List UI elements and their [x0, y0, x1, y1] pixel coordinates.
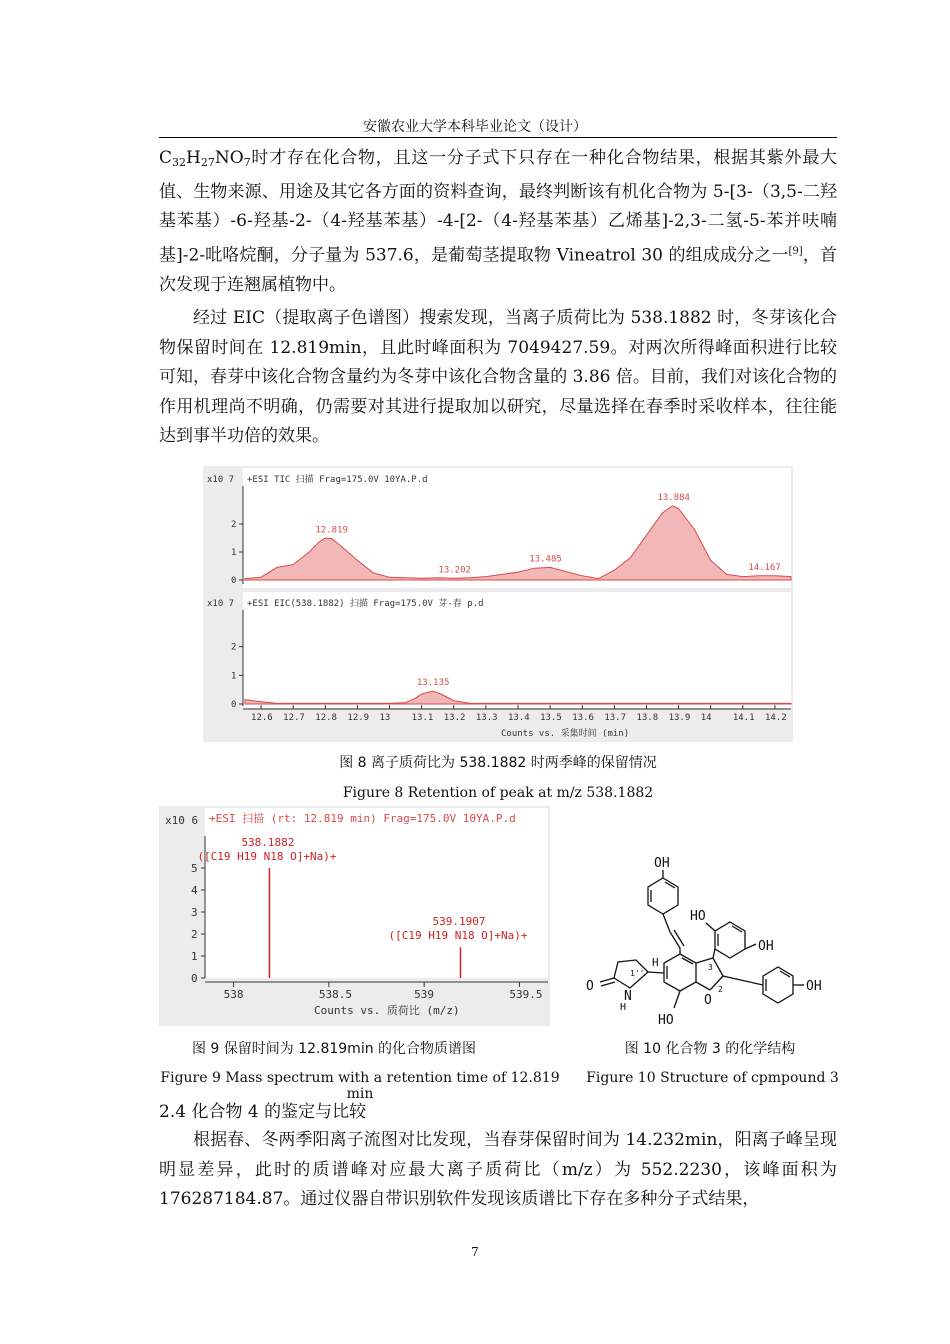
ytick-label: 0 — [231, 576, 237, 586]
peak-label: 13.202 — [438, 565, 471, 576]
section-heading-2-4: 2.4 化合物 4 的鉴定与比较 — [159, 1102, 367, 1122]
paragraph-1: $C_{32}H_{27}NO_7$时才存在化合物，且这一分子式下只存在一种化合物结果，根据其紫外最大值、生物来源、用途及其它各方面的资料查询，最终判断该有机化合物为 5-[3-（3,5-二羟基苯基）-6-羟基-2-（4-羟基苯基）-4-[2-（4-羟基苯基）乙烯基]-2,3-二氢-5-苯并呋喃基]-2-吡咯烷酮，分子量为 537.6，是葡萄茎提取物 Vineatrol 30 的组成成分之一[9]，首次发现于连翘属植物中。 — [159, 148, 837, 296]
xtick-label: 13.1 — [411, 713, 434, 723]
peak-formula-label: ([C19 H19 N18 O]+Na)+ — [388, 929, 528, 943]
figure-9-mass-spectrum — [159, 806, 550, 1026]
xtick-label: 538 — [223, 988, 244, 1001]
struct-ho-left: HO — [690, 909, 706, 924]
struct-oh-right: OH — [758, 939, 774, 954]
figure-8-chromatograms — [203, 466, 793, 742]
struct-o-carbonyl: O — [586, 979, 594, 994]
struct-c3: 3 — [708, 963, 713, 972]
peak-mz-label: 538.1882 — [241, 836, 295, 849]
xtick-label: 12.8 — [315, 713, 337, 723]
xtick-label: 13 — [379, 713, 391, 723]
peak-label: 13.485 — [529, 554, 562, 565]
ytick-label: 0 — [231, 700, 237, 710]
panel1-multiplier: x10 7 — [207, 475, 235, 485]
ytick-label: 4 — [191, 884, 198, 897]
xtick-label: 13.9 — [668, 713, 691, 723]
xtick-label: 13.8 — [636, 713, 659, 723]
struct-h: H — [652, 956, 659, 969]
figure-10-structure — [578, 850, 838, 1030]
peak-label: 13.135 — [416, 678, 450, 689]
ytick-label: 2 — [191, 928, 198, 941]
paragraph-2: 经过 EIC（提取离子色谱图）搜索发现，当离子质荷比为 538.1882 时，冬芽该化合物保留时间在 12.819min，且此时峰面积为 7049427.59。对两次所得峰面积进行比较可知，春芽中该化合物含量约为冬芽中该化合物含量的 3.86 倍。目前，我们对该化合物的作用机理尚不明确，仍需要对其进行提取加以研究，尽量选择在春季时采收样本，往往能达到事半功倍的效果。 — [159, 308, 837, 447]
xtick-label: 14.2 — [764, 713, 787, 723]
ytick-label: 1 — [191, 950, 198, 963]
struct-c1: 1'' — [630, 969, 645, 978]
xtick-label: 13.7 — [604, 713, 627, 723]
peak-formula-label: ([C19 H19 N18 O]+Na)+ — [197, 850, 337, 863]
ytick-label: 5 — [191, 862, 198, 875]
panel2-multiplier: x10 7 — [207, 599, 235, 609]
xtick-label: 12.9 — [347, 713, 370, 723]
figure-8-caption-cn: 图 8 离子质荷比为 538.1882 时两季峰的保留情况 — [339, 755, 657, 771]
peak-label: 13.884 — [657, 492, 690, 503]
fig8-xlabel: Counts vs. 采集时间 (min) — [501, 729, 630, 739]
running-header: 安徽农业大学本科毕业论文（设计） — [363, 119, 587, 135]
xtick-label: 13.4 — [508, 713, 530, 723]
xtick-label: 13.2 — [443, 713, 466, 723]
xtick-label: 12.6 — [251, 713, 273, 723]
figure-10-caption-cn: 图 10 化合物 3 的化学结构 — [624, 1041, 796, 1057]
panel2-title: +ESI EIC(538.1882) 扫描 Frag=175.0V 芽-春 p.d — [247, 599, 484, 609]
figure-10-caption-en: Figure 10 Structure of cpmpound 3 — [586, 1070, 839, 1086]
xtick-label: 539 — [414, 988, 435, 1001]
ytick-label: 3 — [191, 906, 198, 919]
struct-h-n: H — [620, 1002, 627, 1013]
fig9-title: +ESI 扫描 (rt: 12.819 min) Frag=175.0V 10YA.P.d — [209, 812, 516, 825]
ytick-label: 1 — [231, 671, 237, 682]
panel1-title: +ESI TIC 扫描 Frag=175.0V 10YA.P.d — [247, 475, 428, 485]
peak-mz-label: 539.1907 — [432, 915, 486, 929]
fig9-xlabel: Counts vs. 质荷比 (m/z) — [314, 1004, 460, 1017]
peak-label: 12.819 — [315, 525, 348, 536]
header-rule — [159, 137, 837, 138]
struct-ho-bottom: HO — [658, 1013, 674, 1028]
xtick-label: 13.3 — [475, 713, 498, 723]
page-number: 7 — [471, 1245, 479, 1259]
fig9-multiplier: x10 6 — [165, 814, 199, 827]
xtick-label: 539.5 — [509, 988, 543, 1001]
struct-oh-top: OH — [654, 856, 670, 871]
struct-n: N — [624, 989, 632, 1004]
ytick-label: 2 — [231, 520, 237, 530]
peak-label: 14.167 — [748, 562, 781, 573]
struct-o-furan: O — [704, 993, 712, 1008]
xtick-label: 12.7 — [283, 713, 305, 723]
struct-oh-far: OH — [806, 979, 822, 994]
paragraph-3: 根据春、冬两季阳离子流图对比发现，当春芽保留时间为 14.232min，阳离子峰呈现明显差异，此时的质谱峰对应最大离子质荷比（m/z）为 552.2230，该峰面积为 176287184.87。通过仪器自带识别软件发现该质谱比下存在多种分子式结果， — [159, 1130, 837, 1210]
xtick-label: 13.6 — [572, 713, 594, 723]
figure-9-caption-cn: 图 9 保留时间为 12.819min 的化合物质谱图 — [191, 1041, 477, 1057]
figure-9-caption-en: Figure 9 Mass spectrum with a retention time of 12.819 min — [160, 1070, 560, 1102]
struct-c2: 2 — [718, 985, 723, 994]
xtick-label: 14 — [700, 713, 712, 723]
ytick-label: 2 — [231, 642, 237, 653]
xtick-label: 14.1 — [732, 713, 755, 723]
ytick-label: 1 — [231, 548, 237, 558]
figure-8-caption-en: Figure 8 Retention of peak at m/z 538.1882 — [342, 785, 654, 801]
ytick-label: 0 — [191, 972, 198, 985]
xtick-label: 538.5 — [318, 988, 352, 1001]
xtick-label: 13.5 — [540, 713, 562, 723]
